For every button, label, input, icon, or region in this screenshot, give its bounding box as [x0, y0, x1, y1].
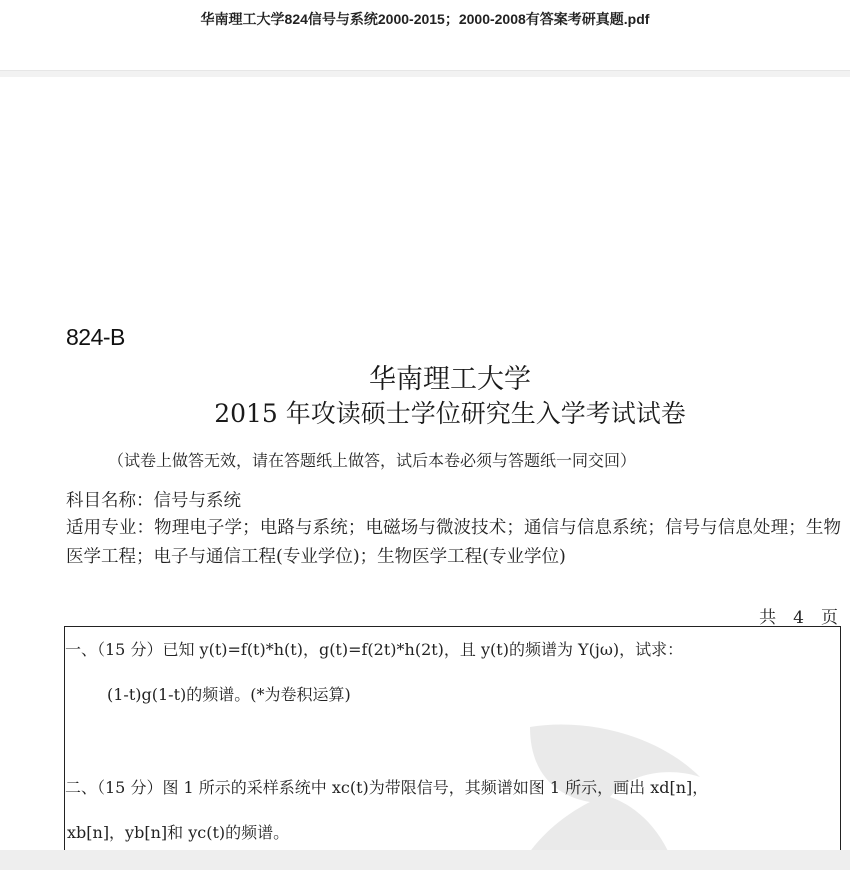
document-title: 华南理工大学824信号与系统2000-2015；2000-2008有答案考研真题.pdf	[200, 11, 650, 27]
question-2-line-2: xb[n]，yb[n]和 yc(t)的频谱。	[67, 823, 290, 842]
applicable-majors: 适用专业：物理电子学；电路与系统；电磁场与微波技术；通信与信息系统；信号与信息处理；生物医学工程；电子与通信工程(专业学位)；生物医学工程(专业学位)	[66, 518, 841, 567]
question-1-line-1: 一、（15 分）已知 y(t)=f(t)*h(t)，g(t)=f(2t)*h(2t)，且 y(t)的频谱为 Y(jω)，试求：	[65, 640, 684, 659]
document-header	[0, 0, 850, 71]
viewer-bottom-strip	[0, 850, 850, 870]
question-2-line-1: 二、（15 分）图 1 所示的采样系统中 xc(t)为带限信号，其频谱如图 1 所示，画出 xd[n]，	[65, 778, 709, 797]
subject-name: 科目名称：信号与系统	[66, 491, 241, 511]
exam-note: （试卷上做答无效，请在答题纸上做答，试后本卷必须与答题纸一同交回）	[108, 451, 637, 470]
exam-title: 2015 年攻读硕士学位研究生入学考试试卷	[214, 399, 686, 428]
page-count: 共 4 页	[759, 608, 838, 628]
question-1-line-2: (1-t)g(1-t)的频谱。(*为卷积运算)	[107, 685, 351, 704]
university-name: 华南理工大学	[369, 364, 531, 395]
exam-code: 824-B	[66, 324, 125, 350]
questions-box	[64, 626, 841, 850]
pdf-page	[0, 77, 850, 850]
